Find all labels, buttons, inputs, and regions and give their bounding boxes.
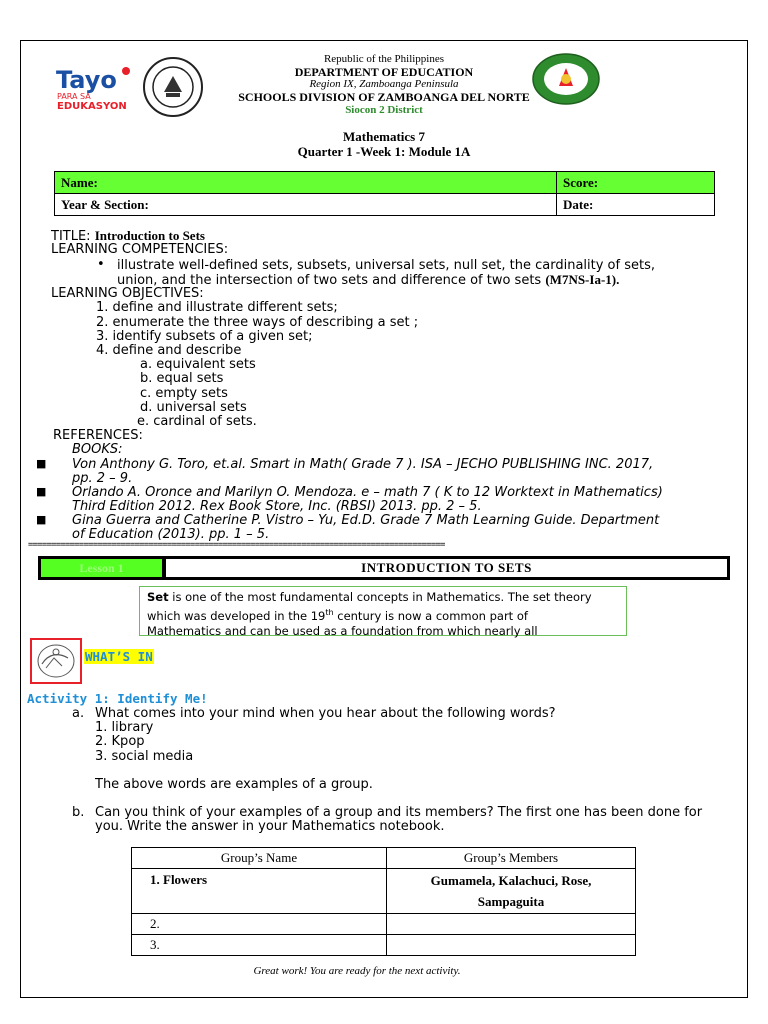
reference-bullet: ■: [36, 513, 47, 526]
sub-objective-item: e. cardinal of sets.: [137, 414, 257, 429]
activity-a-letter: a.: [72, 706, 85, 721]
score-field[interactable]: Score:: [557, 172, 715, 194]
group-members-line: Gumamela, Kalachuci, Rose,: [430, 873, 592, 888]
district-text: Siocon 2 District: [345, 104, 423, 116]
year-section-field[interactable]: Year & Section:: [55, 194, 557, 216]
footer-note: Great work! You are ready for the next activity.: [253, 965, 461, 977]
group-table: [131, 847, 636, 956]
objective-item: 3. identify subsets of a given set;: [96, 329, 313, 344]
tayo-logo-sub2: EDUKASYON: [57, 101, 127, 112]
set-definition-text: which was developed in the 19: [147, 608, 326, 623]
sub-objective-item: d. universal sets: [140, 400, 247, 415]
set-definition-line-2: [147, 605, 619, 624]
name-field[interactable]: Name:: [55, 172, 557, 194]
group-members-cell[interactable]: [387, 935, 636, 956]
activity-a-note: The above words are examples of a group.: [95, 777, 373, 792]
group-name-cell[interactable]: 2.: [132, 914, 387, 935]
set-definition-sup: th: [325, 608, 334, 617]
objective-item: 1. define and illustrate different sets;: [96, 300, 338, 315]
activity-a-item: 2. Kpop: [95, 734, 145, 749]
objective-item: 2. enumerate the three ways of describing a set ;: [96, 315, 419, 330]
objectives-heading: LEARNING OBJECTIVES:: [51, 286, 204, 301]
lesson-bar: [38, 556, 730, 580]
objective-item: 4. define and describe: [96, 343, 242, 358]
competency-line-1: illustrate well-defined sets, subsets, universal sets, null set, the cardinality of sets,: [117, 258, 655, 273]
title-value: Introduction to Sets: [94, 228, 205, 243]
reference-line: of Education (2013). pp. 1 – 5.: [72, 527, 270, 542]
activity-b-line-2: you. Write the answer in your Mathematics notebook.: [95, 819, 445, 834]
whats-in-heading: WHAT’S IN: [85, 649, 153, 664]
reference-bullet: ■: [36, 457, 47, 470]
division-text: SCHOOLS DIVISION OF ZAMBOANGA DEL NORTE: [238, 90, 530, 104]
department-text: DEPARTMENT OF EDUCATION: [294, 65, 474, 79]
group-name-cell[interactable]: 3.: [132, 935, 387, 956]
student-info-table: [54, 171, 715, 216]
references-heading: REFERENCES:: [53, 428, 143, 443]
books-label: BOOKS:: [72, 442, 123, 457]
set-bold-word: Set: [147, 590, 169, 604]
tayo-logo-sub1: PARA SA: [57, 92, 91, 101]
set-definition-box: [139, 586, 627, 636]
activity-a-item: 1. library: [95, 720, 154, 735]
activity-a-item: 3. social media: [95, 749, 194, 764]
activity-a-question: What comes into your mind when you hear about the following words?: [95, 706, 556, 721]
subject-title: Mathematics 7: [343, 129, 425, 144]
competency-bullet: •: [97, 257, 105, 272]
group-members-cell: [387, 869, 636, 914]
sub-objective-item: c. empty sets: [140, 386, 228, 401]
set-definition-line-3: Mathematics and can be used as a foundation from which nearly all: [147, 623, 538, 638]
lesson-title: INTRODUCTION TO SETS: [166, 559, 727, 577]
group-name-cell: 1. Flowers: [132, 869, 387, 914]
set-definition-text: is one of the most fundamental concepts in Mathematics. The set theory: [168, 590, 592, 604]
hand-drawing-icon: [32, 640, 80, 682]
set-definition-text: century is now a common part of: [333, 608, 528, 623]
group-members-cell[interactable]: [387, 914, 636, 935]
reference-line: pp. 2 – 9.: [72, 471, 133, 486]
group-name-header: Group’s Name: [132, 848, 387, 869]
date-field[interactable]: Date:: [557, 194, 715, 216]
group-members-line: Sampaguita: [477, 894, 545, 909]
sub-objective-item: a. equivalent sets: [140, 357, 256, 372]
group-members-header: Group’s Members: [387, 848, 636, 869]
reference-line: Gina Guerra and Catherine P. Vistro – Yu, Ed.D. Grade 7 Math Learning Guide. Department: [72, 513, 660, 528]
divider-line: ==========================================================================================: [28, 540, 445, 550]
title-label: TITLE:: [51, 229, 95, 244]
competencies-heading: LEARNING COMPETENCIES:: [51, 242, 229, 257]
set-definition-line-1: [147, 590, 619, 605]
reference-line: Von Anthony G. Toro, et.al. Smart in Math( Grade 7 ). ISA – JECHO PUBLISHING INC. 2017,: [72, 457, 654, 472]
competency-line-2-text: union, and the intersection of two sets and difference of two sets: [117, 273, 546, 288]
competency-code: (M7NS-Ia-1).: [545, 272, 620, 287]
lesson-number: Lesson 1: [41, 559, 162, 577]
republic-text: Republic of the Philippines: [323, 53, 445, 65]
reference-bullet: ■: [36, 485, 47, 498]
region-text: Region IX, Zamboanga Peninsula: [309, 78, 459, 90]
activity-b-line-1: Can you think of your examples of a group and its members? The first one has been done for: [95, 805, 703, 820]
reference-line: Orlando A. Oronce and Marilyn O. Mendoza. e – math 7 ( K to 12 Worktext in Mathematics): [72, 485, 663, 500]
quarter-title: Quarter 1 -Week 1: Module 1A: [297, 144, 471, 159]
sub-objective-item: b. equal sets: [140, 371, 224, 386]
tayo-logo-word: Tayo: [56, 66, 117, 94]
activity-title: Activity 1: Identify Me!: [27, 691, 208, 706]
reference-line: Third Edition 2012. Rex Book Store, Inc. (RBSI) 2013. pp. 2 – 5.: [72, 499, 482, 514]
whats-in-icon-box: [30, 638, 82, 684]
activity-b-letter: b.: [72, 805, 85, 820]
